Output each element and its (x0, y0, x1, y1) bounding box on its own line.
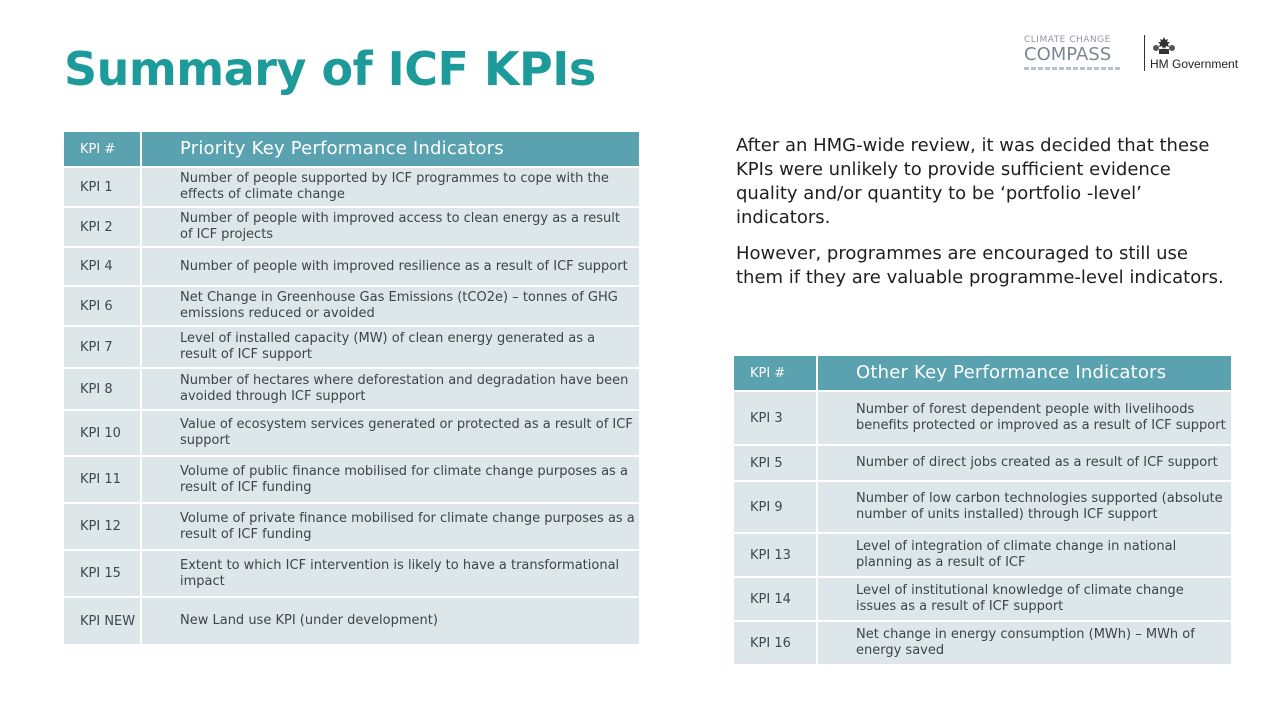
kpi-description: Number of people supported by ICF programmes to cope with the effects of climate change (142, 168, 639, 206)
kpi-description: Level of integration of climate change in national planning as a result of ICF (818, 534, 1231, 576)
kpi-description: Number of low carbon technologies supported (absolute number of units installed) through ICF support (818, 482, 1231, 532)
table-row (64, 457, 639, 502)
review-paragraph: After an HMG-wide review, it was decided that these KPIs were unlikely to provide sufficient evidence quality and/or quantity to be ‘portfolio -level’ indicators. (736, 135, 1210, 228)
kpi-id: KPI 11 (64, 457, 140, 502)
kpi-id: KPI 3 (734, 392, 816, 444)
table-row (64, 369, 639, 409)
kpi-id: KPI 12 (64, 504, 140, 549)
kpi-id: KPI 16 (734, 622, 816, 664)
kpi-number-header: KPI # (734, 356, 816, 390)
kpi-id: KPI 8 (64, 369, 140, 409)
logo-divider (1144, 35, 1145, 71)
compass-logo-subtitle: CLIMATE CHANGE (1024, 35, 1111, 45)
compass-logo-wordmark: COMPASS (1024, 44, 1112, 65)
other-kpi-header: Other Key Performance Indicators (818, 356, 1231, 390)
table-row (734, 482, 1231, 532)
kpi-id: KPI 1 (64, 168, 140, 206)
kpi-id: KPI 2 (64, 208, 140, 246)
kpi-description: Number of people with improved resilience as a result of ICF support (142, 248, 639, 285)
kpi-id: KPI 10 (64, 411, 140, 455)
kpi-id: KPI 15 (64, 551, 140, 596)
table-row (64, 248, 639, 285)
kpi-id: KPI 5 (734, 446, 816, 480)
table-row (734, 622, 1231, 664)
kpi-id: KPI 6 (64, 287, 140, 325)
kpi-id: KPI 9 (734, 482, 816, 532)
kpi-description: Level of installed capacity (MW) of clean energy generated as a result of ICF support (142, 327, 639, 367)
table-row (64, 287, 639, 325)
table-row (734, 578, 1231, 620)
kpi-description: Volume of private finance mobilised for climate change purposes as a result of ICF funding (142, 504, 639, 549)
encouragement-paragraph: However, programmes are encouraged to still use them if they are valuable programme-level indicators. (736, 243, 1224, 288)
kpi-description: Number of hectares where deforestation and degradation have been avoided through ICF support (142, 369, 639, 409)
table-row (64, 598, 639, 644)
climate-change-compass-logo (1024, 35, 1124, 70)
kpi-description: Number of forest dependent people with livelihoods benefits protected or improved as a result of ICF support (818, 392, 1231, 444)
kpi-description: New Land use KPI (under development) (142, 598, 639, 644)
kpi-id: KPI 13 (734, 534, 816, 576)
table-row (64, 411, 639, 455)
kpi-description: Value of ecosystem services generated or protected as a result of ICF support (142, 411, 639, 455)
kpi-description: Net Change in Greenhouse Gas Emissions (tCO2e) – tonnes of GHG emissions reduced or avoided (142, 287, 639, 325)
table-row (734, 534, 1231, 576)
kpi-description: Level of institutional knowledge of climate change issues as a result of ICF support (818, 578, 1231, 620)
kpi-description: Number of direct jobs created as a result of ICF support (818, 446, 1231, 480)
kpi-id: KPI 7 (64, 327, 140, 367)
page-title: Summary of ICF KPIs (64, 42, 596, 96)
table-row (64, 208, 639, 246)
priority-kpi-header: Priority Key Performance Indicators (142, 132, 639, 166)
hm-government-wordmark: HM Government (1150, 57, 1239, 71)
kpi-description: Number of people with improved access to clean energy as a result of ICF projects (142, 208, 639, 246)
kpi-description: Net change in energy consumption (MWh) – MWh of energy saved (818, 622, 1231, 664)
kpi-description: Extent to which ICF intervention is likely to have a transformational impact (142, 551, 639, 596)
table-row (734, 392, 1231, 444)
table-header-row (64, 132, 639, 166)
kpi-id: KPI NEW (64, 598, 140, 644)
kpi-description: Volume of public finance mobilised for climate change purposes as a result of ICF funding (142, 457, 639, 502)
kpi-number-header: KPI # (64, 132, 140, 166)
hm-government-logo (1150, 36, 1250, 71)
table-row (734, 446, 1231, 480)
table-row (64, 504, 639, 549)
compass-logo-tagline (1024, 67, 1120, 70)
priority-kpi-table (64, 132, 639, 644)
other-kpi-table (734, 356, 1231, 664)
table-row (64, 327, 639, 367)
kpi-id: KPI 14 (734, 578, 816, 620)
table-row (64, 168, 639, 206)
table-row (64, 551, 639, 596)
kpi-id: KPI 4 (64, 248, 140, 285)
royal-crest-icon (1152, 36, 1176, 56)
table-header-row (734, 356, 1231, 390)
review-explanation (736, 134, 1236, 290)
